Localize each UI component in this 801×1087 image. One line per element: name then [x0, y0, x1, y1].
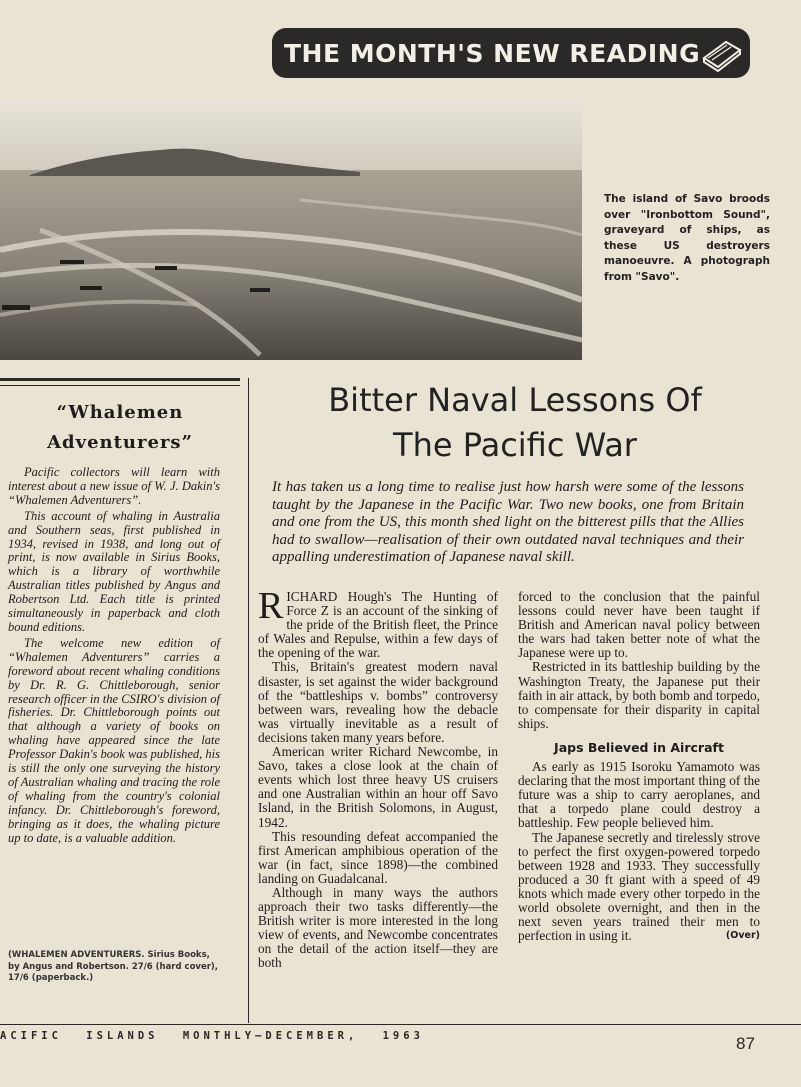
column-divider — [248, 378, 249, 1023]
sidebar-paragraph: Pacific collectors will learn with interest about a new issue of W. J. Dakin's “Whalemen Adventurers”. — [8, 465, 220, 507]
article-paragraph: forced to the conclusion that the painful lessons could never have been taught if British and American naval policy between the wars had taken better note of what the Japanese were up to. — [518, 589, 760, 661]
sidebar-title — [0, 398, 240, 458]
article-intro: It has taken us a long time to realise just how harsh were some of the lessons taught by the Japanese in the Pacific War. Two new books, one from Britain and one from the US, this month shed light on the bitterest pills that the Allies had to swallow—realisation of their own outdated naval techniques and their appalling underestimation of Japanese naval skill. — [272, 479, 744, 566]
page-number: 87 — [736, 1034, 755, 1053]
paragraph-text: The Japanese secretly and tirelessly strove to perfect the first oxygen-powered torpedo between 1928 and 1933. They successfully produced a 30 ft giant with a speed of 49 knots which made every other torpedo in the world obsolete overnight, and then in the next seven years trained their men to perfection in using it. — [518, 829, 760, 944]
sidebar-paragraph: This account of whaling in Australia and Southern seas, first published in 1934, revised in 1938, and long out of print, is now available in Sirius Books, which is a library of worthwhile Australian titles published by Angus and Robertson Ltd. Each title is printed simultaneously in paperback and cloth bound editions. — [8, 508, 220, 634]
photo-caption: The island of Savo broods over "Ironbottom Sound", graveyard of ships, as these US destroyers manoeuvre. A photograph from "Savo". — [604, 193, 770, 283]
paragraph-text: ICHARD Hough's The Hunting of Force Z is an account of the sinking of the pride of the British fleet, the Prince of Wales and Repulse, within a few days of the opening of the war. — [258, 589, 498, 661]
article-paragraph: American writer Richard Newcombe, in Savo, takes a close look at the chain of events which lost three heavy US cruisers and one Australian within an hour off Savo Island, in the British Solomons, in August, 1942. — [258, 744, 498, 830]
banner-title: THE MONTH'S NEW READING — [284, 38, 701, 68]
article-column-1 — [258, 585, 498, 971]
section-banner — [272, 28, 750, 78]
article-paragraph — [258, 585, 498, 661]
footer-rule — [0, 1024, 801, 1025]
article-paragraph: As early as 1915 Isoroku Yamamoto was declaring that the most important thing of the future was a ship to carry aeroplanes, and that a torpedo plane could destroy a battleship. Few people believed him. — [518, 759, 760, 831]
article-paragraph: Although in many ways the authors approach their two tasks differently—the British writer is more interested in the long view of events, and Newcombe concentrates on the detail of the action itself—they are both — [258, 884, 498, 971]
book-reference: (WHALEMEN ADVENTURERS. Sirius Books, by Angus and Robertson. 27/6 (hard cover), 17/6 (paperback.) — [8, 950, 219, 983]
article-subhead: Japs Believed in Aircraft — [554, 739, 724, 755]
sidebar-title-line: “Whalemen — [56, 402, 184, 423]
savo-island-photo — [0, 100, 582, 360]
article-paragraph: This resounding defeat accompanied the first American amphibious operation of the war (in fact, since 1898)—the combined landing on Guadalcanal. — [258, 828, 498, 886]
headline-line: The Pacific War — [393, 426, 637, 464]
continued-marker: (Over) — [725, 930, 760, 942]
article-paragraph — [518, 831, 760, 944]
drop-cap: R — [258, 585, 284, 627]
footer-masthead: ACIFIC ISLANDS MONTHLY—DECEMBER, 1963 — [0, 1030, 424, 1042]
book-icon — [700, 36, 744, 77]
article-paragraph: Restricted in its battleship building by the Washington Treaty, the Japanese put their faith in air attack, by both bomb and torpedo, to compensate for their disparity in capital ships. — [518, 659, 760, 731]
divider-rule — [0, 385, 240, 386]
article-headline — [280, 378, 750, 468]
divider-rule — [0, 378, 240, 381]
article-column-2 — [518, 590, 760, 943]
headline-line: Bitter Naval Lessons Of — [328, 381, 702, 419]
article-paragraph: This, Britain's greatest modern naval disaster, is set against the wider background of the “battleships v. bombs” controversy between wars, revealing how the debacle was virtually inevitable as a result of decisions taken many years before. — [258, 659, 498, 745]
sidebar-paragraph: The welcome new edition of “Whalemen Adventurers” carries a foreword about recent whaling conditions by Dr. R. G. Chittleborough, senior research officer in the CSIRO's division of fisheries. Dr. Chittleborough points out that although a variety of books on whaling have appeared since the late Professor Dakin's book was published, his is still the only one surveying the history of Australian whaling and tracing the role of whaling from the country's colonial infancy. Dr. Chittleborough's foreword, bringing as it does, the whaling picture up to date, is a valuable addition. — [8, 635, 220, 845]
sidebar-body — [8, 466, 220, 847]
sidebar-title-line: Adventurers” — [47, 432, 193, 453]
